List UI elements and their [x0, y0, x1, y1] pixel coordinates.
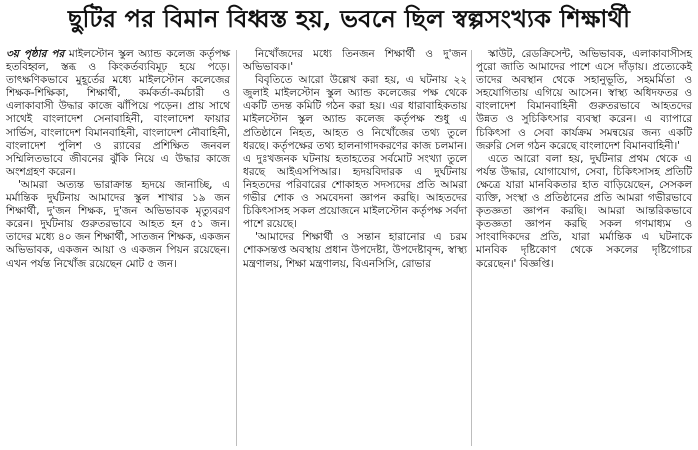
article-column-3	[476, 48, 692, 271]
article-paragraph: এতে আরো বলা হয়, দুর্ঘটনার প্রথম থেকে এ পর্যন্ত উদ্ধার, যোগাযোগ, সেবা, চিকিৎসাসহ প্রতিটি ক্ষেত্রে যারা মানবিকতার হাত বাড়িয়েছেন, সেসকল ব্যক্তি, সংস্থা ও প্রতিষ্ঠানের প্রতি আমরা গভীরভাবে কৃতজ্ঞতা জ্ঞাপন করছি। আমরা আন্তরিকভাবে কৃতজ্ঞতা জ্ঞাপন করছি সকল গণমাধ্যম ও সাংবাদিকদের প্রতি, যারা মর্মান্তিক এ ঘটনাকে মানবিক দৃষ্টিকোণ থেকে সকলের দৃষ্টিগোচর করেছেন।' বিজ্ঞপ্তি।	[476, 152, 692, 270]
article-paragraph: 'আমাদের শিক্ষার্থী ও সন্তান হারানোর এ চরম শোকসন্তপ্ত অবস্থায় প্রধান উপদেষ্টা, উপদেষ্টাবৃন্দ, স্বাস্থ্য মন্ত্রণালয়, শিক্ষা মন্ত্রণালয়, বিএনসিসি, রোভার	[243, 231, 467, 270]
column-divider	[471, 50, 472, 446]
article-column-2	[243, 48, 467, 271]
article-paragraph: নিখোঁজদের মধ্যে তিনজন শিক্ষার্থী ও দু'জন অভিভাবক।'	[243, 48, 467, 74]
article-column-1	[6, 48, 230, 271]
column-divider	[236, 50, 237, 446]
continuation-kicker: ৩য় পৃষ্ঠার পর	[6, 48, 65, 60]
article-paragraph: ৩য় পৃষ্ঠার পর মাইলস্টোন স্কুল অ্যান্ড কলেজ কর্তৃপক্ষ হতবিহ্বল, স্তব্ধ ও কিংকর্তব্যবিমূঢ় হয়ে পড়ে। তাৎক্ষণিকভাবে মুহূর্তের মধ্যে মাইলস্টোন কলেজের শিক্ষক-শিক্ষিকা, শিক্ষার্থী, কর্মকর্তা-কর্মচারী ও এলাকাবাসী উদ্ধার কাজে ঝাঁপিয়ে পড়েন। প্রায় সাথে সাথেই বাংলাদেশ সেনাবাহিনী, বাংলাদেশ ফায়ার সার্ভিস, বাংলাদেশ বিমানবাহিনী, বাংলাদেশ নৌবাহিনী, বাংলাদেশ পুলিশ ও র‍্যাবের প্রশিক্ষিত জনবল সম্মিলিতভাবে জীবনের ঝুঁকি নিয়ে এ উদ্ধার কাজে অংশগ্রহণ করেন।	[6, 48, 230, 178]
article-paragraph: 'আমরা অত্যন্ত ভারাক্রান্ত হৃদয়ে জানাচ্ছি, এ মর্মান্তিক দুর্ঘটনায় আমাদের স্কুল শাখার ১৯ জন শিক্ষার্থী, দু'জন শিক্ষক, দু'জন অভিভাবক মৃত্যুবরণ করেন। দুর্ঘটনায় গুরুতরভাবে আহত হন ৫১ জন। তাদের মধ্যে ৪০ জন শিক্ষার্থী, সাতজন শিক্ষক, একজন অভিভাবক, একজন আয়া ও একজন পিয়ন রয়েছেন। এখন পর্যন্ত নিখোঁজ রয়েছেন মোট ৫ জন।	[6, 178, 230, 270]
article-paragraph: বিবৃতিতে আরো উল্লেখ করা হয়, এ ঘটনায় ২২ জুলাই মাইলস্টোন স্কুল অ্যান্ড কলেজের পক্ষ থেকে একটি তদন্ত কমিটি গঠন করা হয়। এর ধারাবাহিকতায় মাইলস্টোন স্কুল অ্যান্ড কলেজ কর্তৃপক্ষ শুধু এ প্রতিষ্ঠানে নিহত, আহত ও নিখোঁজের তথ্য তুলে ধরছে। কর্তৃপক্ষের তথ্য হালনাগাদকরণের কাজ চলমান। এ দুঃখজনক ঘটনায় হতাহতের সর্বমোট সংখ্যা তুলে ধরছে আইএসপিআর। হৃদয়বিদারক এ দুর্ঘটনায় নিহতদের পরিবারের শোকাহত সদস্যদের প্রতি আমরা গভীর শোক ও সমবেদনা জ্ঞাপন করছি। আহতদের চিকিৎসাসহ সকল প্রয়োজনে মাইলস্টোন কর্তৃপক্ষ সর্বদা পাশে রয়েছে।	[243, 74, 467, 231]
article-paragraph: স্কাউট, রেডক্রিসেন্ট, অভিভাবক, এলাকাবাসীসহ পুরো জাতি আমাদের পাশে এসে দাঁড়ায়। প্রত্যেকেই তাদের অবস্থান থেকে সহানুভূতি, সহমর্মিতা ও সহযোগিতায় এগিয়ে আসেন। স্বাস্থ্য অধিদফতর ও বাংলাদেশ বিমানবাহিনী গুরুতরভাবে আহতদের উন্নত ও সুচিকিৎসার ব্যবস্থা করেন। এ ব্যাপারে চিকিৎসা ও সেবা কার্যক্রম সমন্বয়ের জন্য একটি জরুরি সেল গঠন করেছে বাংলাদেশ বিমানবাহিনী।'	[476, 48, 692, 152]
article-headline: ছুটির পর বিমান বিধ্বস্ত হয়, ভবনে ছিল স্বল্পসংখ্যক শিক্ষার্থী	[67, 4, 631, 33]
